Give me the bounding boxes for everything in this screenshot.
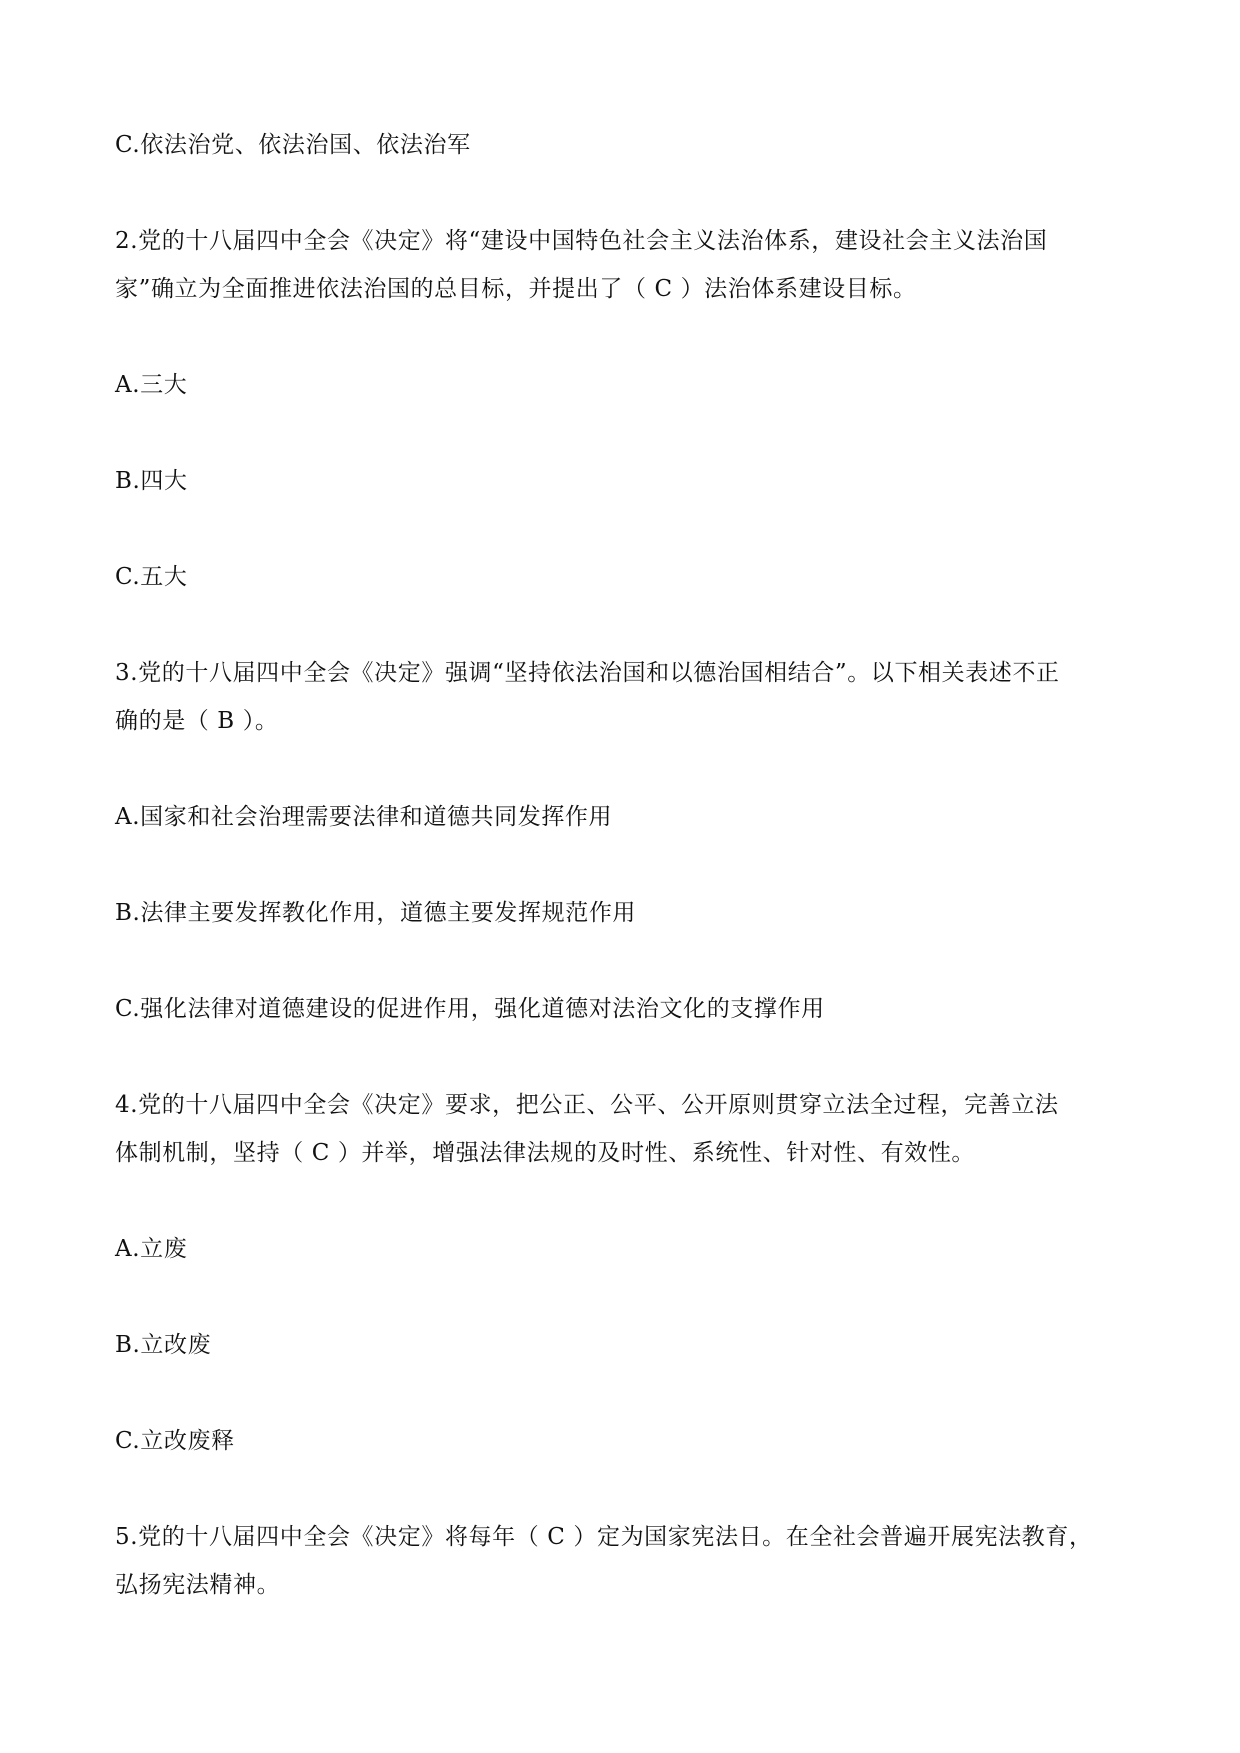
q4-option-a: A.立废 <box>115 1236 188 1262</box>
q2-option-b: B.四大 <box>115 468 188 494</box>
q4-question-line-1: 4.党的十八届四中全会《决定》要求，把公正、公平、公开原则贯穿立法全过程，完善立法 <box>115 1092 1059 1118</box>
q3-option-b: B.法律主要发挥教化作用，道德主要发挥规范作用 <box>115 900 637 926</box>
q2-option-c: C.五大 <box>115 564 188 590</box>
q2-question-line-1: 2.党的十八届四中全会《决定》将“建设中国特色社会主义法治体系，建设社会主义法治国 <box>115 228 1048 254</box>
q3-question-line-2: 确的是（ B ）。 <box>115 708 279 734</box>
q3-question-line-1: 3.党的十八届四中全会《决定》强调“坚持依法治国和以德治国相结合”。以下相关表述不正 <box>115 660 1060 686</box>
q2-option-a: A.三大 <box>115 372 188 398</box>
q1-option-c: C.依法治党、依法治国、依法治军 <box>115 132 471 158</box>
q2-question-line-2: 家”确立为全面推进依法治国的总目标，并提出了（ C ）法治体系建设目标。 <box>115 276 917 302</box>
q4-option-b: B.立改废 <box>115 1332 212 1358</box>
q3-option-a: A.国家和社会治理需要法律和道德共同发挥作用 <box>115 804 613 830</box>
q4-option-c: C.立改废释 <box>115 1428 235 1454</box>
q5-question-line-2: 弘扬宪法精神。 <box>115 1572 281 1598</box>
q3-option-c: C.强化法律对道德建设的促进作用，强化道德对法治文化的支撑作用 <box>115 996 825 1022</box>
q4-question-line-2: 体制机制，坚持（ C ）并举，增强法律法规的及时性、系统性、针对性、有效性。 <box>115 1140 976 1166</box>
q5-question-line-1: 5.党的十八届四中全会《决定》将每年（ C ）定为国家宪法日。在全社会普遍开展宪法教育， <box>115 1524 1093 1550</box>
